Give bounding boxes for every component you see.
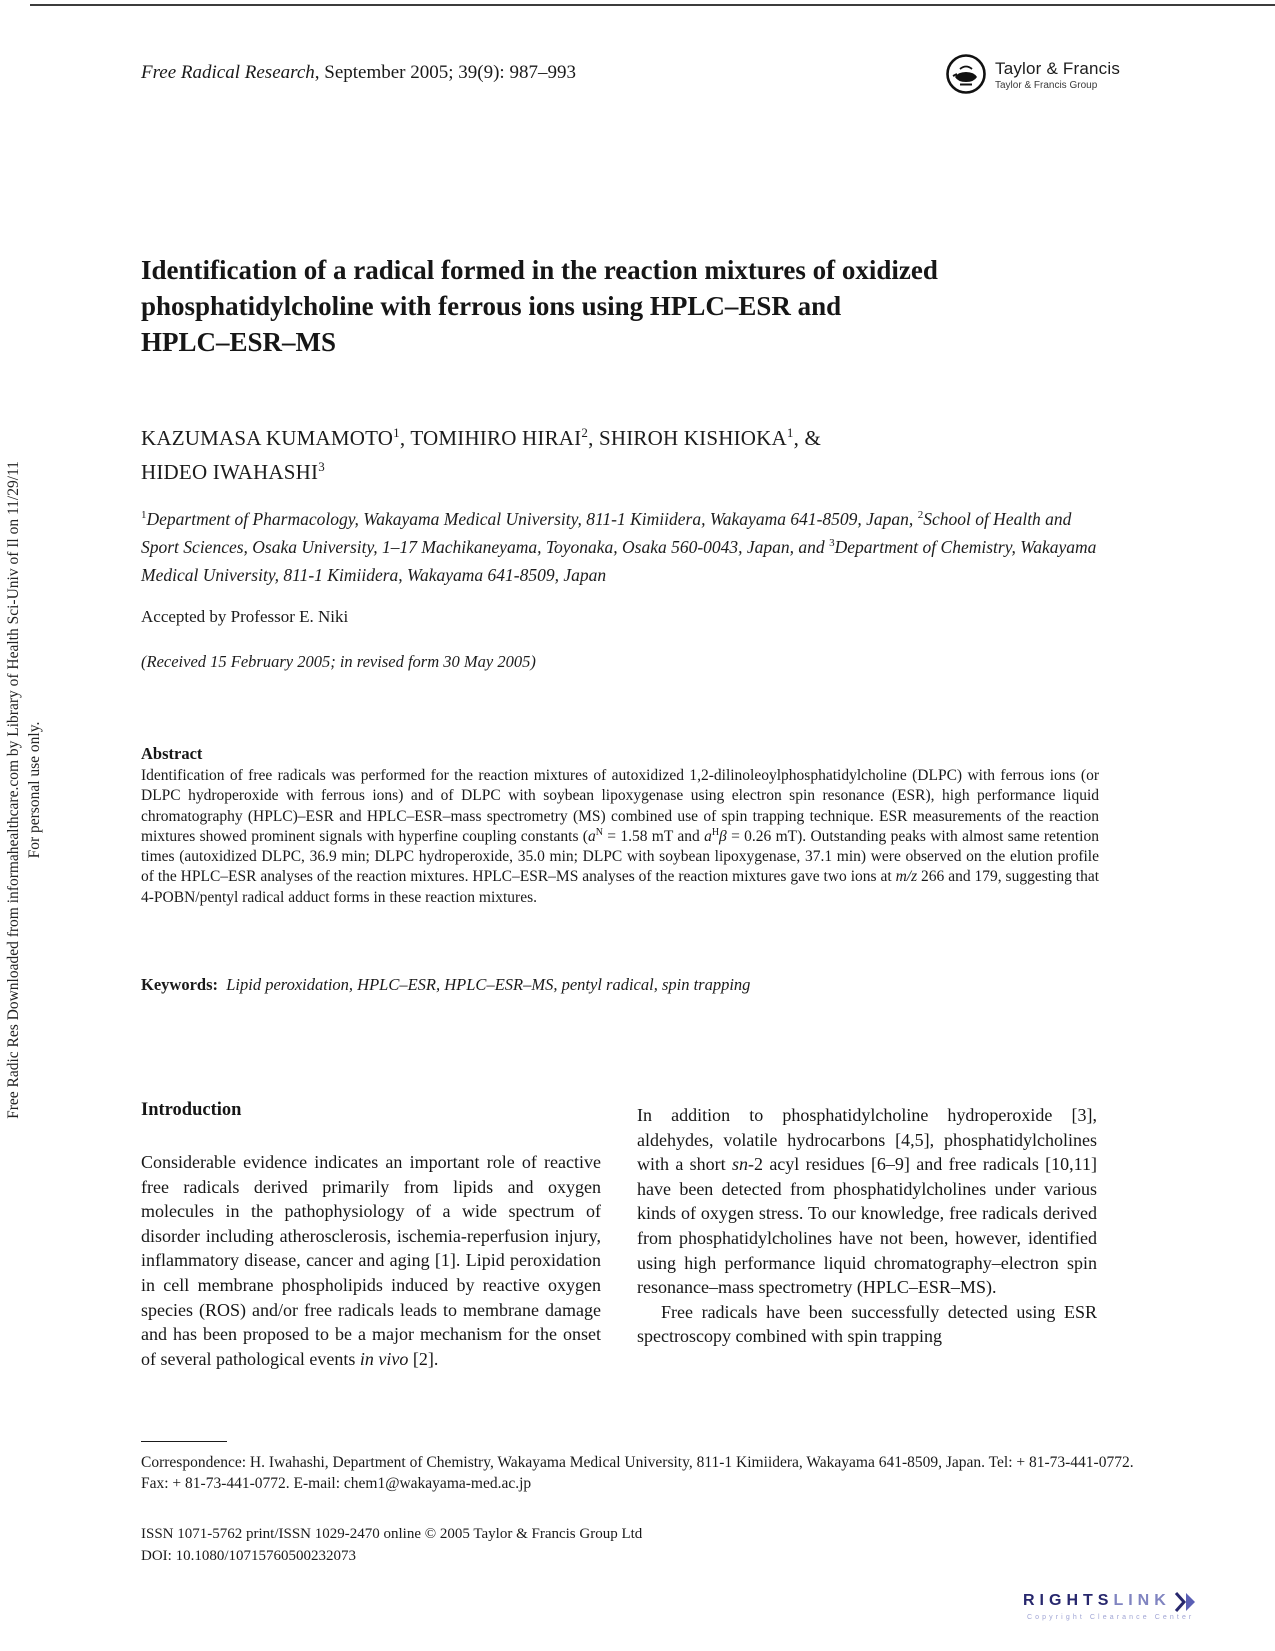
keywords-label: Keywords: <box>141 975 218 994</box>
keywords-line <box>141 975 1099 995</box>
download-notice-line1: Free Radic Res Downloaded from informahealthcare.com by Library of Health Sci-Univ of Il on 11/29/11 <box>5 461 22 1119</box>
rightslink-logo[interactable] <box>1023 1590 1263 1621</box>
in-vivo-term: in vivo <box>359 1348 409 1369</box>
affil-mark: 1 <box>141 509 147 522</box>
intro-fragment: Considerable evidence indicates an important role of reactive free radicals derived primarily from lipids and oxygen molecules in the pathophysiology of a wide spectrum of disorder including atherosclerosis, ischemia-reperfusion injury, inflammatory disease, cancer and aging [1]. Lipid peroxidation in cell membrane phospholipids induced by reactive oxygen species (ROS) and/or free radicals leads to membrane damage and has been proposed to be a major mechanism for the onset of several pathological events <box>141 1152 601 1369</box>
beta-symbol: β <box>719 827 727 845</box>
abstract-fragment: = 0.26 mT). Outstanding peaks with almost same retention times (autoxidized DLPC, 36.9 min; DLPC hydroperoxide, 35.0 min; DLPC with soybean lipoxygenase, 37.1 min) were observed on the elution profile of the HPLC–ESR analyses of the reaction mixtures. HPLC–ESR–MS analyses of the reaction mixtures gave two ions at <box>141 827 1099 886</box>
intro-paragraph-right-1 <box>637 1103 1097 1300</box>
author-affil-mark: 1 <box>393 425 400 440</box>
variable-a: a <box>704 827 712 845</box>
author-affil-mark: 2 <box>581 425 589 440</box>
issn-line: ISSN 1071-5762 print/ISSN 1029-2470 online © 2005 Taylor & Francis Group Ltd <box>141 1526 643 1542</box>
journal-citation <box>141 62 576 84</box>
affil-mark: 2 <box>917 509 924 522</box>
publisher-logo <box>945 53 1165 101</box>
keywords-text: Lipid peroxidation, HPLC–ESR, HPLC–ESR–MS, pentyl radical, spin trapping <box>226 975 751 994</box>
publisher-name: Taylor & Francis <box>995 59 1121 78</box>
rightslink-arrow-icon <box>1173 1591 1197 1613</box>
author-name: SHIROH KISHIOKA <box>598 426 787 450</box>
download-notice-sidebar <box>3 434 45 1146</box>
abstract-fragment: Identification of free radicals was performed for the reaction mixtures of autoxidized 1,2-dilinoleoylphosphatidylcholine (DLPC) with ferrous ions (or DLPC hydroperoxide with ferrous ions) and of DLPC with soybean lipoxygenase using electron spin resonance (ESR), high performance liquid chromatography (HPLC)–ESR and HPLC–ESR–mass spectrometry (MS) combined use of spin trapping technique. ESR measurements of the reaction mixtures showed prominent signals with hyperfine coupling constants ( <box>141 767 1099 845</box>
author-name: KAZUMASA KUMAMOTO <box>141 426 394 450</box>
article-title-line1: Identification of a radical formed in the reaction mixtures of oxidized <box>141 255 938 285</box>
article-title-line3: HPLC–ESR–MS <box>141 327 337 357</box>
superscript-h: H <box>711 826 720 838</box>
variable-a: a <box>587 827 596 845</box>
abstract-heading: Abstract <box>141 744 203 763</box>
rightslink-subtitle: Copyright Clearance Center <box>1027 1614 1195 1621</box>
journal-name: Free Radical Research <box>141 62 315 83</box>
taylor-francis-lamp-icon <box>945 53 987 95</box>
affiliation: School of Health and Sport Sciences, Osaka University, 1–17 Machikaneyama, Toyonaka, Osaka 560-0043, Japan, and <box>141 509 1072 557</box>
sn-term: sn <box>731 1154 748 1175</box>
doi-line: DOI: 10.1080/10715760500232073 <box>141 1548 356 1564</box>
superscript-n: N <box>595 826 603 838</box>
intro-fragment: In addition to phosphatidylcholine hydroperoxide [3], aldehydes, volatile hydrocarbons [4,5], phosphatidylcholines with a short <box>637 1105 1097 1175</box>
journal-issue-info: , September 2005; 39(9): 987–993 <box>314 62 576 83</box>
author-separator: , <box>399 426 411 450</box>
affiliation: Department of Chemistry, Wakayama Medical University, 811-1 Kimiidera, Wakayama 641-8509, Japan <box>141 537 1097 585</box>
correspondence-note: Correspondence: H. Iwahashi, Department of Chemistry, Wakayama Medical University, 811-1 Kimiidera, Wakayama 641-8509, Japan. Tel: + 81-73-441-0772. Fax: + 81-73-441-0772. E-mail: chem1@wakayama-med.ac.jp <box>141 1454 1134 1492</box>
intro-paragraph-left <box>141 1150 601 1371</box>
rightslink-rights-text: RIGHTS <box>1023 1592 1114 1609</box>
scan-edge-line <box>30 4 1275 6</box>
affiliation-list <box>141 505 1111 589</box>
rightslink-link-text: LINK <box>1113 1592 1171 1609</box>
author-name: TOMIHIRO HIRAI <box>410 426 582 450</box>
affiliation: Department of Pharmacology, Wakayama Medical University, 811-1 Kimiidera, Wakayama 641-8509, Japan, <box>146 509 918 529</box>
abstract-fragment: 266 and 179, suggesting that 4-POBN/pentyl radical adduct forms in these reaction mixtures. <box>141 868 1100 906</box>
author-separator: , & <box>793 426 822 450</box>
accepted-note: Accepted by Professor E. Niki <box>141 607 349 626</box>
rightslink-wordmark <box>1023 1590 1263 1612</box>
author-name: HIDEO IWAHASHI <box>141 460 319 484</box>
footnote-divider <box>141 1441 227 1442</box>
author-affil-mark: 1 <box>786 425 794 440</box>
right-column <box>637 1103 1097 1349</box>
affil-mark: 3 <box>829 537 835 550</box>
article-title-line2: phosphatidylcholine with ferrous ions using HPLC–ESR and <box>141 291 842 321</box>
left-column <box>141 1150 601 1371</box>
publisher-group-name: Taylor & Francis Group <box>995 80 1098 91</box>
intro-paragraph-right-2: Free radicals have been successfully detected using ESR spectroscopy combined with spin trapping <box>637 1301 1097 1347</box>
introduction-heading: Introduction <box>141 1100 242 1120</box>
intro-fragment: [2]. <box>408 1348 439 1369</box>
article-title <box>141 252 1111 360</box>
intro-fragment: -2 acyl residues [6–9] and free radicals [10,11] have been detected from phosphatidylcholines under various kinds of oxygen stress. To our knowledge, free radicals derived from phosphatidylcholines have not been, however, identified using high performance liquid chromatography–electron spin resonance–mass spectrometry (HPLC–ESR–MS). <box>637 1154 1097 1298</box>
received-dates: (Received 15 February 2005; in revised form 30 May 2005) <box>141 652 536 671</box>
download-notice-line2: For personal use only. <box>26 721 43 859</box>
author-list <box>141 421 1101 489</box>
abstract-text <box>141 766 1099 908</box>
author-separator: , <box>588 426 599 450</box>
abstract-fragment: = 1.58 mT and <box>602 827 705 845</box>
mz-symbol: m/z <box>895 868 918 886</box>
author-affil-mark: 3 <box>318 459 325 474</box>
